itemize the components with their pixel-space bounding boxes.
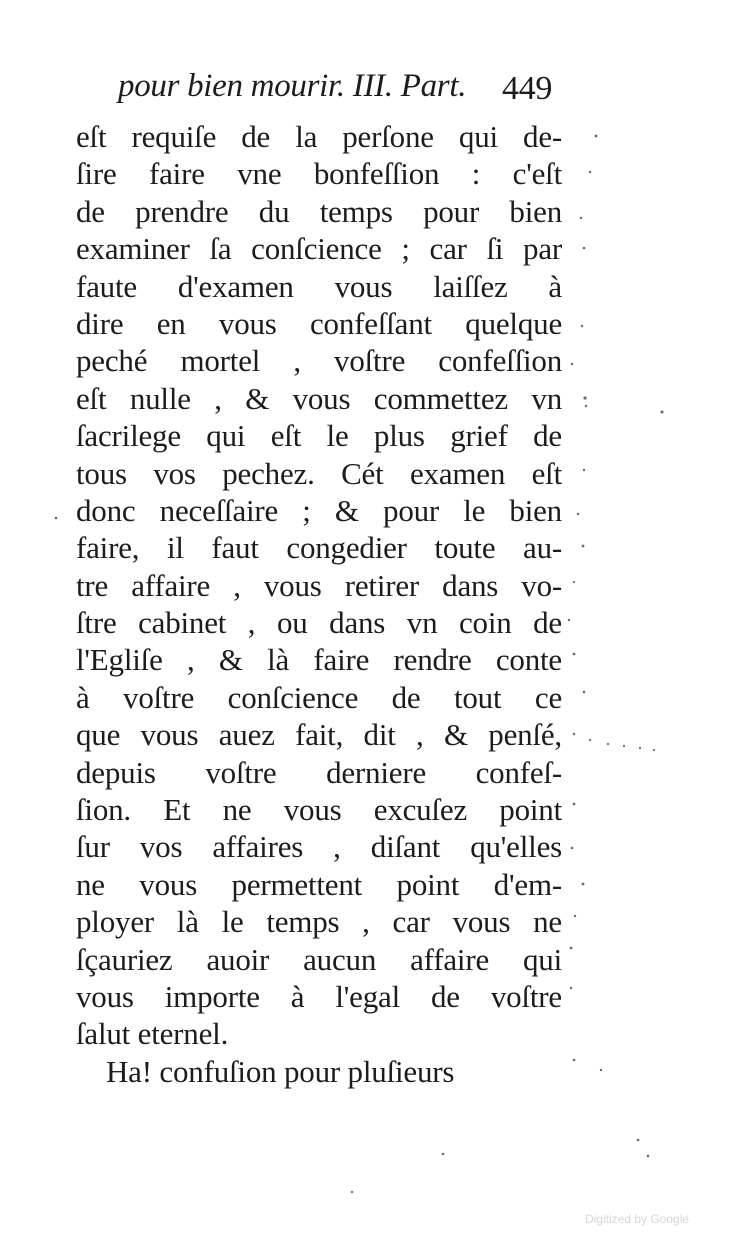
text-line: ſion. Et ne vous excuſez point — [76, 792, 562, 828]
text-line: donc neceſſaire ; & pour le bien — [76, 492, 562, 528]
text-line: ſacrilege qui eſt le plus grief de — [76, 418, 562, 454]
text-line: depuis voſtre derniere confeſ- — [76, 754, 562, 790]
text-line: examiner ſa conſcience ; car ſi par — [76, 231, 562, 267]
text-line: l'Egliſe , & là faire rendre conte — [76, 642, 562, 678]
body-text — [76, 118, 562, 1090]
page-number: 449 — [502, 70, 553, 107]
paragraph-start-line: Ha! confuſion pour pluſieurs — [106, 1053, 455, 1089]
text-line: ſire faire vne bonfeſſion : c'eſt — [76, 156, 562, 192]
text-line: eſt requiſe de la perſone qui de- — [76, 119, 562, 154]
text-line: faute d'examen vous laiſſez à — [76, 268, 562, 304]
text-line: tre affaire , vous retirer dans vo- — [76, 567, 562, 603]
running-head — [118, 68, 588, 118]
text-line: de prendre du temps pour bien — [76, 193, 562, 229]
text-line: dire en vous confeſſant quelque — [76, 305, 562, 341]
text-line: ſtre cabinet , ou dans vn coin de — [76, 605, 562, 641]
text-line: tous vos pechez. Cét examen eſt — [76, 455, 562, 491]
text-line: ſçauriez auoir aucun affaire qui — [76, 941, 562, 977]
text-line: à voſtre conſcience de tout ce — [76, 679, 562, 715]
text-line: peché mortel , voſtre confeſſion — [76, 343, 562, 379]
text-line: ployer là le temps , car vous ne — [76, 904, 562, 940]
running-head-title: pour bien mourir. III. Part. — [118, 68, 467, 104]
text-line: faire, il faut congedier toute au- — [76, 530, 562, 566]
paragraph-end-line: ſalut eternel. — [76, 1016, 229, 1052]
text-line: vous importe à l'egal de voſtre — [76, 978, 562, 1014]
digitization-watermark: Digitized by Google — [585, 1212, 690, 1226]
text-line: eſt nulle , & vous commettez vn — [76, 380, 562, 416]
text-line: ne vous permettent point d'em- — [76, 866, 562, 902]
text-line: ſur vos affaires , diſant qu'elles — [76, 829, 562, 865]
text-line: que vous auez fait, dit , & penſé, — [76, 717, 562, 753]
